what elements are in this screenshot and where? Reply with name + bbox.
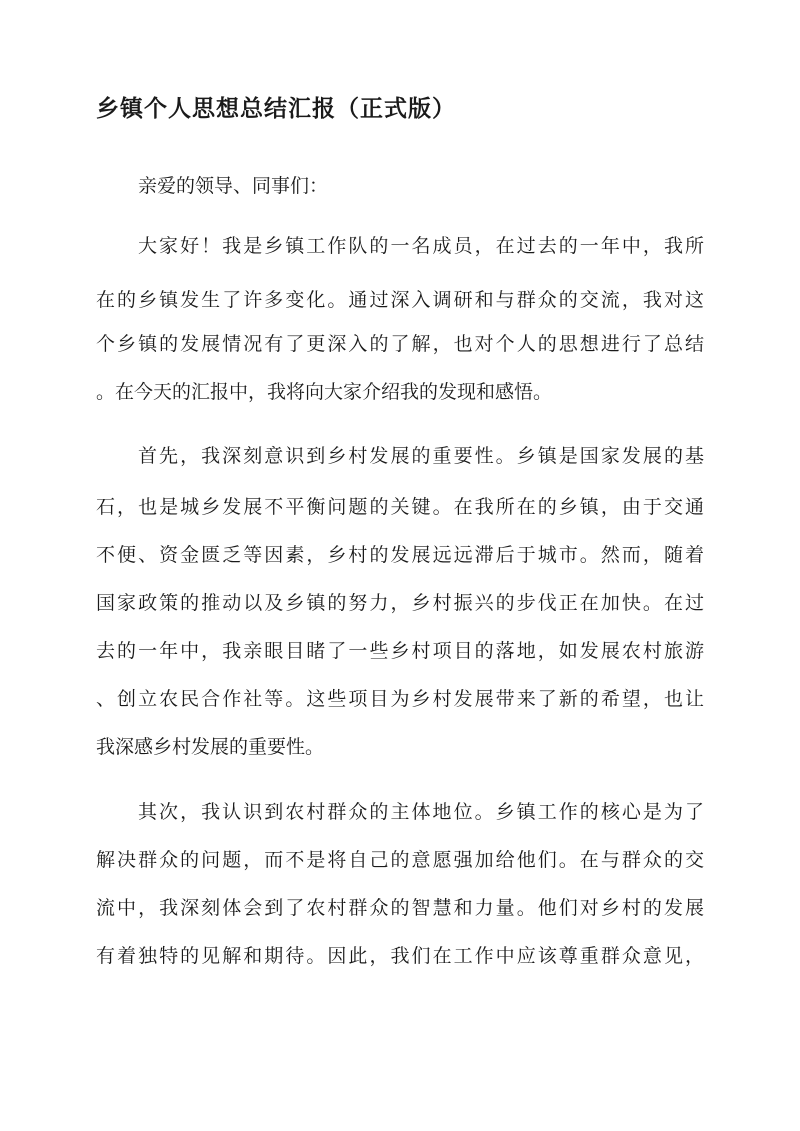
paragraph-line: 去的一年中，我亲眼目睹了一些乡村项目的落地，如发展农村旅游 (96, 640, 704, 662)
paragraph-line: 。在今天的汇报中，我将向大家介绍我的发现和感悟。 (96, 381, 553, 403)
greeting: 亲爱的领导、同事们： (138, 175, 329, 197)
paragraph-line: 首先，我深刻意识到乡村发展的重要性。乡镇是国家发展的基 (138, 445, 704, 467)
paragraph-line: 石，也是城乡发展不平衡问题的关键。在我所在的乡镇，由于交通 (96, 496, 704, 518)
document-title: 乡镇个人思想总结汇报（正式版） (96, 95, 456, 122)
paragraph-line: 我深感乡村发展的重要性。 (96, 736, 325, 758)
paragraph-line: 其次，我认识到农村群众的主体地位。乡镇工作的核心是为了 (138, 801, 704, 823)
paragraph-line: 、创立农民合作社等。这些项目为乡村发展带来了新的希望，也让 (96, 688, 704, 710)
paragraph-line: 有着独特的见解和期待。因此，我们在工作中应该尊重群众意见， (96, 945, 704, 967)
paragraph-line: 不便、资金匮乏等因素，乡村的发展远远滞后于城市。然而，随着 (96, 544, 704, 566)
paragraph-line: 国家政策的推动以及乡镇的努力，乡村振兴的步伐正在加快。在过 (96, 592, 704, 614)
paragraph-line: 个乡镇的发展情况有了更深入的了解，也对个人的思想进行了总结 (96, 333, 704, 355)
paragraph-line: 大家好！我是乡镇工作队的一名成员，在过去的一年中，我所 (138, 235, 704, 257)
paragraph-line: 流中，我深刻体会到了农村群众的智慧和力量。他们对乡村的发展 (96, 897, 704, 919)
paragraph-line: 解决群众的问题，而不是将自己的意愿强加给他们。在与群众的交 (96, 849, 704, 871)
paragraph-line: 在的乡镇发生了许多变化。通过深入调研和与群众的交流，我对这 (96, 289, 704, 311)
